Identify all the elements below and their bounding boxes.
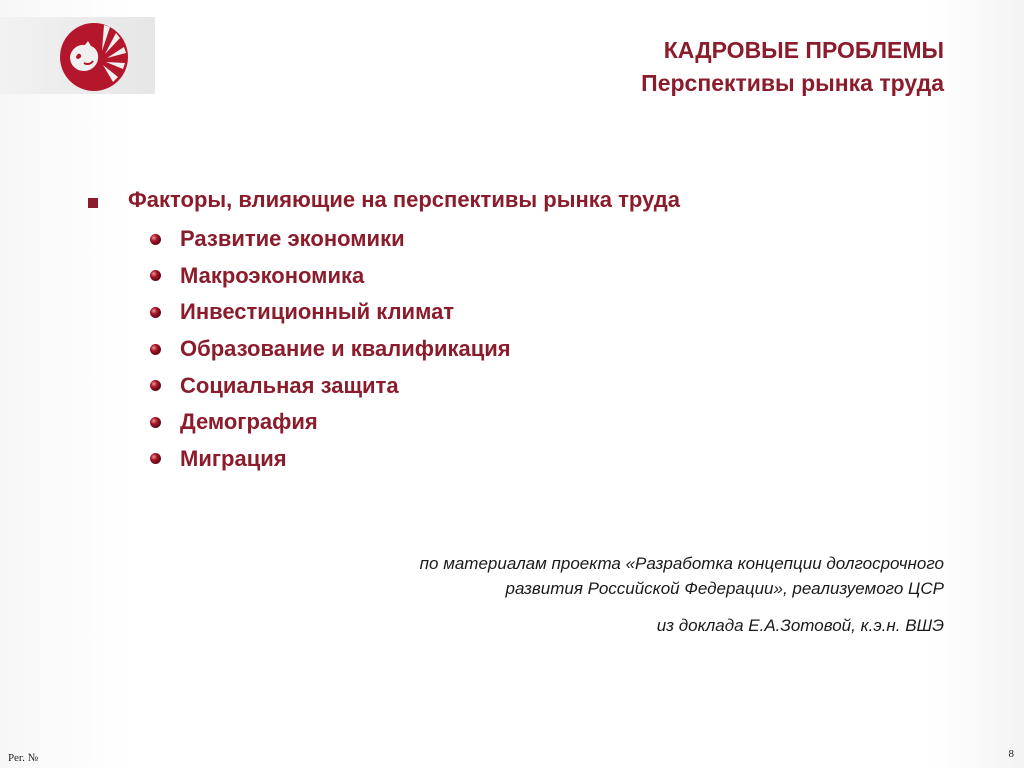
ball-bullet-icon [150,270,161,281]
list-item [150,331,511,368]
list-item-text: Макроэкономика [180,262,365,288]
ball-bullet-icon [150,453,161,464]
list-item [150,404,511,441]
list-item-text: Демография [180,409,318,435]
list-item [150,221,511,258]
list-item-text: Инвестиционный климат [180,299,455,325]
list-item-text: Социальная защита [180,372,399,398]
slide-subtitle: Перспективы рынка труда [641,70,944,96]
list-item [150,367,511,404]
list-item-text: Образование и квалификация [180,336,511,362]
list-item-text: Миграция [180,445,287,471]
ball-bullet-icon [150,417,161,428]
ball-bullet-icon [150,307,161,318]
list-item-text: Развитие экономики [180,226,405,252]
list-item [150,258,511,295]
bear-sunburst-logo-icon [58,21,130,93]
main-bullet-text: Факторы, влияющие на перспективы рынка труда [128,187,680,212]
source-line-1: по материалам проекта «Разработка концепции долгосрочного [419,554,944,573]
ball-bullet-icon [150,234,161,245]
list-item [150,294,511,331]
logo-panel [0,17,155,94]
page-number: 8 [1008,748,1014,760]
ball-bullet-icon [150,380,161,391]
factors-list [150,221,511,477]
source-author: из доклада Е.А.Зотовой, к.э.н. ВШЭ [656,616,944,635]
registration-label: Рег. № [8,752,39,764]
slide-title: КАДРОВЫЕ ПРОБЛЕМЫ [663,37,944,63]
square-bullet-icon [88,198,98,208]
source-note [304,551,944,638]
ball-bullet-icon [150,344,161,355]
list-item [150,441,511,478]
source-line-2: развития Российской Федерации», реализуемого ЦСР [505,579,944,598]
main-bullet-item [88,184,680,216]
